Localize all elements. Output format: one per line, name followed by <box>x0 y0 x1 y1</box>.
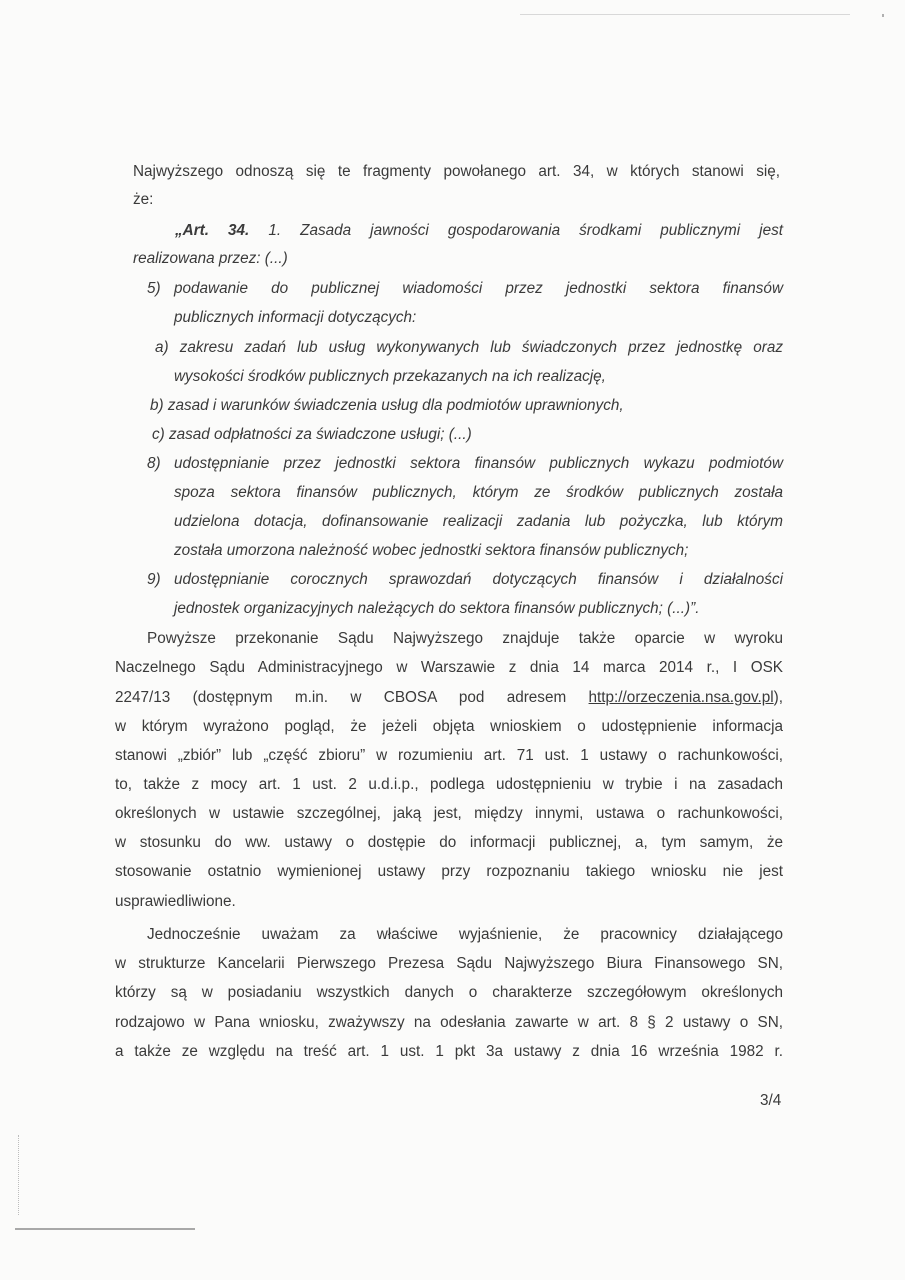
para3-line-5: a także ze względu na treść art. 1 ust. 1 pkt 3a ustawy z dnia 16 września 1982 r. <box>115 1043 783 1060</box>
para2-line-4: w którym wyrażono pogląd, że jeżeli objęta wnioskiem o udostępnienie informacja <box>115 718 783 735</box>
para2-line-8: w stosunku do ww. ustawy o dostępie do informacji publicznej, a, tym samym, że <box>115 834 783 851</box>
para2-line-9: stosowanie ostatnio wymienionej ustawy przy rozpoznaniu takiego wniosku nie jest <box>115 863 783 880</box>
para3-line-3: którzy są w posiadaniu wszystkich danych o charakterze szczegółowym określonych <box>115 984 783 1001</box>
intro-line-1: Najwyższego odnoszą się te fragmenty powołanego art. 34, w których stanowi się, <box>133 163 780 180</box>
point-8-number: 8) <box>147 455 161 472</box>
para3-line-4: rodzajowo w Pana wniosku, zważywszy na odesłania zawarte w art. 8 § 2 ustawy o SN, <box>115 1014 783 1031</box>
scan-left-marks <box>18 1135 21 1215</box>
point-c-line-1: c) zasad odpłatności za świadczone usługi; (...) <box>152 426 472 443</box>
quote-art-line-1-rest: 1. Zasada jawności gospodarowania środkami publicznymi jest <box>249 222 783 239</box>
point-8-line-4: została umorzona należność wobec jednostki sektora finansów publicznych; <box>174 542 689 559</box>
scan-top-line <box>520 14 850 15</box>
para2-line-5: stanowi „zbiór” lub „część zbioru” w rozumieniu art. 71 ust. 1 ustawy o rachunkowości, <box>115 747 783 764</box>
para2-line-2: Naczelnego Sądu Administracyjnego w Warszawie z dnia 14 marca 2014 r., I OSK <box>115 659 783 676</box>
para2-line-3-end: ), <box>773 689 783 706</box>
para2-line-1: Powyższe przekonanie Sądu Najwyższego znajduje także oparcie w wyroku <box>147 630 783 647</box>
point-a-line-1: a) zakresu zadań lub usług wykonywanych lub świadczonych przez jednostkę oraz <box>155 339 783 356</box>
scan-bottom-line <box>15 1228 195 1230</box>
point-8-line-1: udostępnianie przez jednostki sektora finansów publicznych wykazu podmiotów <box>174 455 783 472</box>
quote-art-label: „Art. 34. <box>175 222 250 239</box>
point-b-line-1: b) zasad i warunków świadczenia usług dla podmiotów uprawnionych, <box>150 397 624 414</box>
para2-line-10: usprawiedliwione. <box>115 893 236 910</box>
intro-line-2: że: <box>133 191 154 208</box>
point-9-number: 9) <box>147 571 161 588</box>
para2-line-3 <box>115 688 783 708</box>
point-a-line-2: wysokości środków publicznych przekazanych na ich realizację, <box>174 368 606 385</box>
para3-line-1: Jednocześnie uważam za właściwe wyjaśnienie, że pracownicy działającego <box>147 926 783 943</box>
scan-dot <box>882 14 884 17</box>
para2-line-7: określonych w ustawie szczególnej, jaką jest, między innymi, ustawa o rachunkowości, <box>115 805 783 822</box>
point-8-line-3: udzielona dotacja, dofinansowanie realizacji zadania lub pożyczka, lub którym <box>174 513 783 530</box>
quote-art-line-2: realizowana przez: (...) <box>133 250 288 267</box>
point-8-line-2: spoza sektora finansów publicznych, którym ze środków publicznych została <box>174 484 783 501</box>
para3-line-2: w strukturze Kancelarii Pierwszego Prezesa Sądu Najwyższego Biura Finansowego SN, <box>115 955 783 972</box>
point-9-line-2: jednostek organizacyjnych należących do sektora finansów publicznych; (...)”. <box>174 600 700 617</box>
point-5-line-2: publicznych informacji dotyczących: <box>174 309 417 326</box>
point-5-number: 5) <box>147 280 161 297</box>
para2-line-3-text: 2247/13 (dostępnym m.in. w CBOSA pod adresem <box>115 689 589 706</box>
nsa-link[interactable]: http://orzeczenia.nsa.gov.pl <box>588 689 774 706</box>
quote-art-line-1 <box>175 221 783 241</box>
point-9-line-1: udostępnianie corocznych sprawozdań dotyczących finansów i działalności <box>174 571 783 588</box>
point-5-line-1: podawanie do publicznej wiadomości przez jednostki sektora finansów <box>174 280 783 297</box>
para2-line-6: to, także z mocy art. 1 ust. 2 u.d.i.p., podlega udostępnieniu w trybie i na zasadach <box>115 776 783 793</box>
page-number: 3/4 <box>760 1092 782 1109</box>
